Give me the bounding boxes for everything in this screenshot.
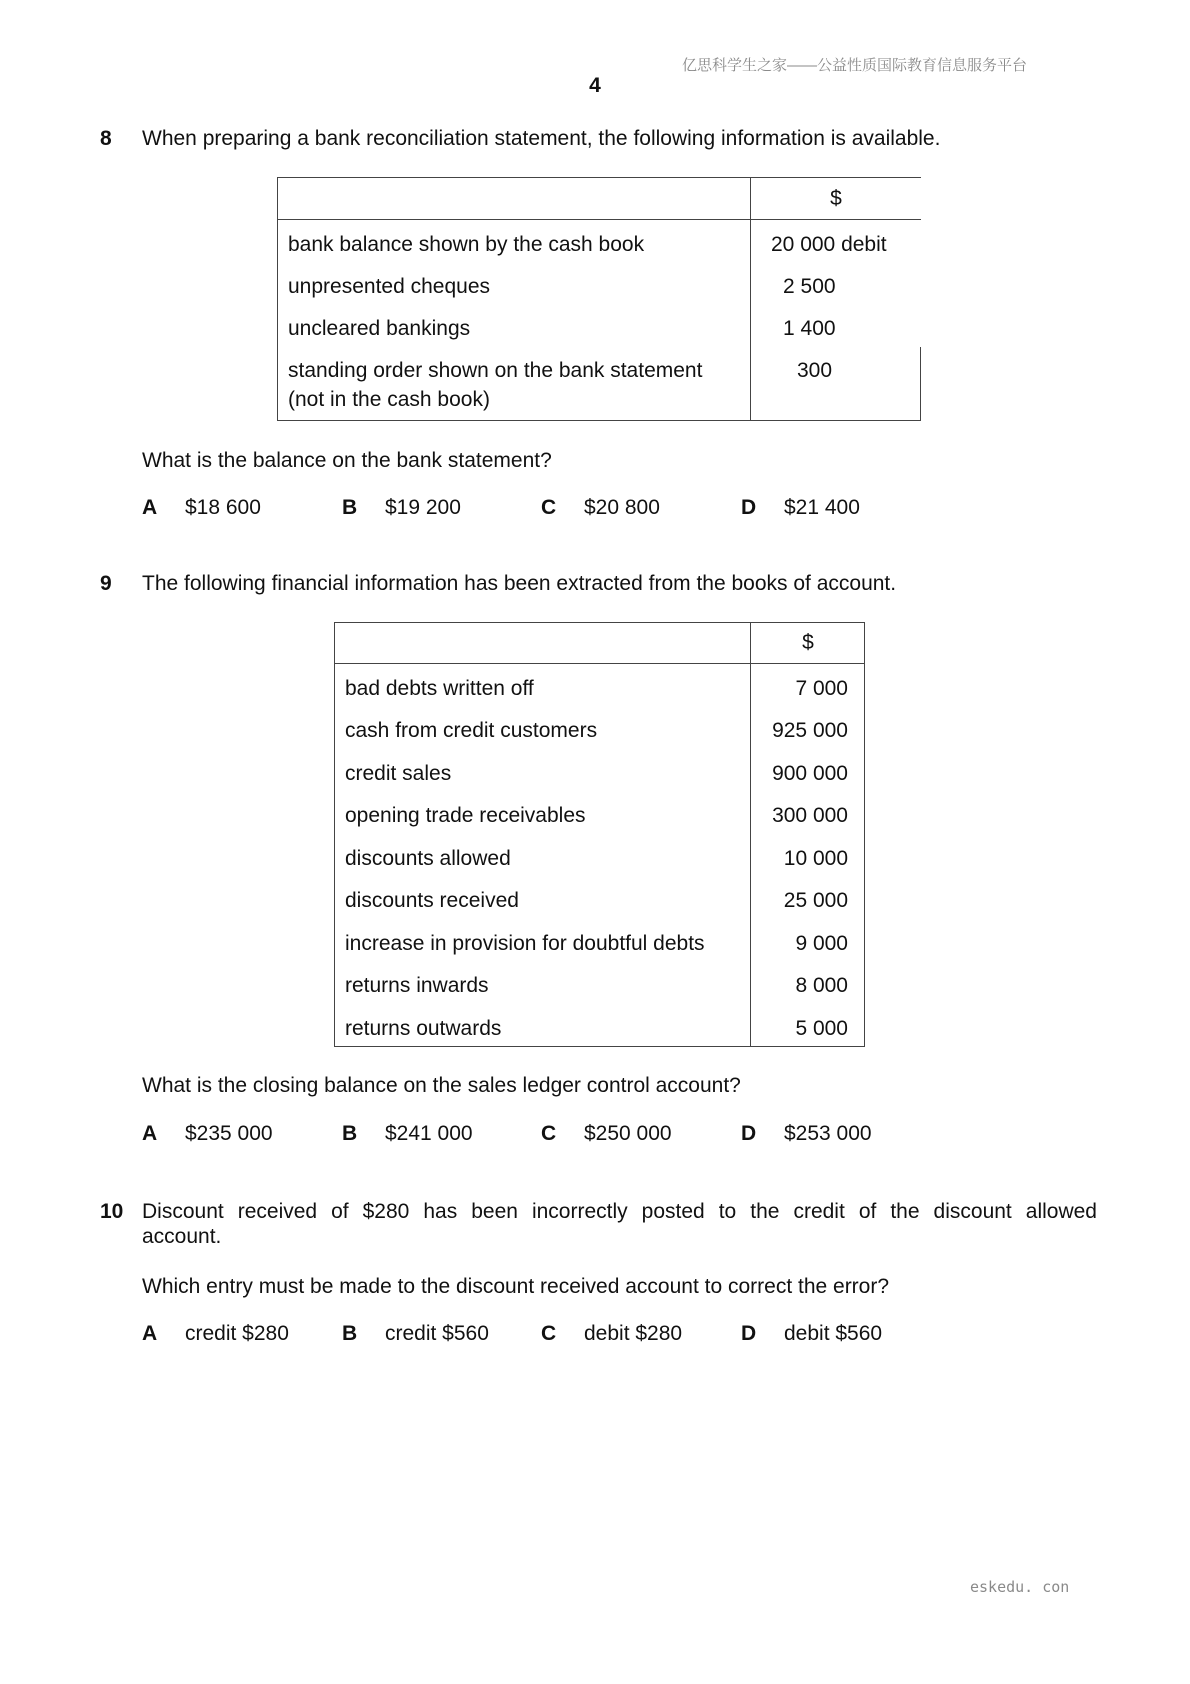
q8-row-label: standing order shown on the bank statement <box>288 359 703 382</box>
q9-col-header: $ <box>802 631 814 654</box>
q9-option-letter: C <box>541 1122 557 1145</box>
q8-table-border <box>750 177 751 421</box>
q9-row-value: 7 000 <box>795 677 848 700</box>
q9-row-value: 925 000 <box>772 719 848 742</box>
q8-table <box>277 177 921 421</box>
question-9-number: 9 <box>100 572 112 595</box>
q10-option-text: credit $560 <box>385 1322 489 1345</box>
q10-option-text: debit $280 <box>584 1322 683 1345</box>
q9-option-letter: B <box>342 1122 358 1145</box>
q8-table-border <box>277 219 921 220</box>
question-10-intro-line1: Discount received of $280 has been incorrectly posted to the credit of the discount allowed <box>142 1200 1097 1223</box>
q8-row-value: 20 000 debit <box>771 233 887 256</box>
question-8-intro: When preparing a bank reconciliation statement, the following information is available. <box>142 127 941 150</box>
q9-option-text: $250 000 <box>584 1122 672 1145</box>
q10-option-letter: D <box>741 1322 757 1345</box>
q9-row-label: returns outwards <box>345 1017 502 1040</box>
q8-row-label: unpresented cheques <box>288 275 490 298</box>
q10-option-text: debit $560 <box>784 1322 883 1345</box>
header-watermark-text: 亿思科学生之家——公益性质国际教育信息服务平台 <box>682 57 1028 74</box>
q8-row-value: 300 <box>797 359 833 382</box>
q9-row-label: cash from credit customers <box>345 719 598 742</box>
q9-table-border <box>750 622 751 1047</box>
q8-col-header: $ <box>830 187 842 210</box>
q8-table-border <box>277 177 921 178</box>
q9-row-value: 300 000 <box>772 804 848 827</box>
q9-row-value: 900 000 <box>772 762 848 785</box>
q9-row-value: 9 000 <box>795 932 848 955</box>
q10-option-letter: B <box>342 1322 358 1345</box>
q9-table-border <box>334 1046 865 1047</box>
q8-option-text: $21 400 <box>784 496 860 519</box>
q9-row-value: 10 000 <box>783 847 848 870</box>
question-8-number: 8 <box>100 127 112 150</box>
q10-option-text: credit $280 <box>185 1322 289 1345</box>
question-10-intro-line2: account. <box>142 1225 222 1248</box>
q9-row-label: discounts received <box>345 889 519 912</box>
question-9-prompt: What is the closing balance on the sales ledger control account? <box>142 1074 741 1097</box>
q9-row-label: bad debts written off <box>345 677 534 700</box>
question-8-prompt: What is the balance on the bank statement? <box>142 449 552 472</box>
q8-option-text: $20 800 <box>584 496 660 519</box>
q9-table-border <box>334 622 335 1047</box>
q9-option-letter: D <box>741 1122 757 1145</box>
q9-option-text: $253 000 <box>784 1122 872 1145</box>
q9-option-text: $235 000 <box>185 1122 273 1145</box>
q8-option-text: $19 200 <box>385 496 461 519</box>
q9-table-border <box>334 663 865 664</box>
q9-table-border <box>334 622 865 623</box>
q9-row-label: increase in provision for doubtful debts <box>345 932 705 955</box>
q8-row-value: 2 500 <box>783 275 836 298</box>
q9-row-value: 25 000 <box>783 889 848 912</box>
q9-row-label: discounts allowed <box>345 847 511 870</box>
q9-row-label: credit sales <box>345 762 452 785</box>
q9-row-label: opening trade receivables <box>345 804 586 827</box>
q8-row-label: uncleared bankings <box>288 317 471 340</box>
q9-table <box>334 622 865 1047</box>
question-10-number: 10 <box>100 1200 124 1223</box>
page-number: 4 <box>589 74 601 97</box>
q9-option-text: $241 000 <box>385 1122 473 1145</box>
q10-option-letter: A <box>142 1322 158 1345</box>
q10-option-letter: C <box>541 1322 557 1345</box>
q8-table-border <box>277 177 278 421</box>
q8-option-text: $18 600 <box>185 496 261 519</box>
q9-option-letter: A <box>142 1122 158 1145</box>
q8-row-label-line2: (not in the cash book) <box>288 388 490 411</box>
question-9-intro: The following financial information has been extracted from the books of account. <box>142 572 897 595</box>
q8-table-border <box>277 420 921 421</box>
q8-table-border <box>920 347 921 421</box>
q8-option-letter: D <box>741 496 757 519</box>
question-10-prompt: Which entry must be made to the discount received account to correct the error? <box>142 1275 890 1298</box>
q8-option-letter: B <box>342 496 358 519</box>
q8-row-value: 1 400 <box>783 317 836 340</box>
q9-row-value: 5 000 <box>795 1017 848 1040</box>
footer-watermark-text: eskedu. con <box>970 1578 1070 1596</box>
q9-table-border <box>864 622 865 1047</box>
q9-row-label: returns inwards <box>345 974 489 997</box>
q8-option-letter: C <box>541 496 557 519</box>
q8-row-label: bank balance shown by the cash book <box>288 233 645 256</box>
q9-row-value: 8 000 <box>795 974 848 997</box>
q8-option-letter: A <box>142 496 158 519</box>
